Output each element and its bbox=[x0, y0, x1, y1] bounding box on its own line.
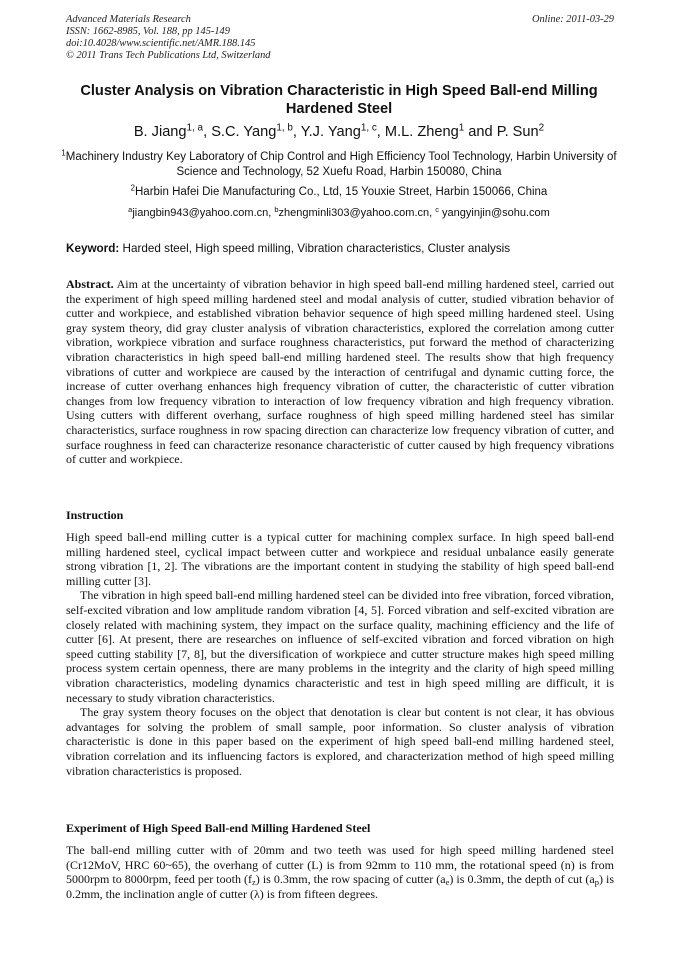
doi-line: doi:10.4028/www.scientific.net/AMR.188.145 bbox=[66, 38, 256, 49]
text-run: ) is 0.2mm, the inclination angle of cutter (λ) is from fifteen degrees. bbox=[66, 872, 615, 901]
keywords bbox=[66, 241, 622, 256]
journal-name: Advanced Materials Research bbox=[66, 14, 191, 25]
section-body bbox=[66, 843, 614, 901]
paragraph: The gray system theory focuses on the object that denotation is clear but content is not clear, it has obvious advantages for solving the problem of small sample, poor information. So cluster analysis of vibration characteristic is done in this paper based on the experiment of high speed ball-end milling hardened steel, vibration correlation and its influencing factors is explored, and characterization method of high speed milling vibration characteristics is proposed. bbox=[66, 705, 614, 778]
author-separator: and bbox=[464, 124, 497, 140]
keywords-text: Harded steel, High speed milling, Vibration characteristics, Cluster analysis bbox=[122, 242, 511, 255]
affiliation-1 bbox=[40, 150, 638, 180]
section-heading: Experiment of High Speed Ball-end Milling Hardened Steel bbox=[66, 821, 371, 835]
paragraph: The vibration in high speed ball-end milling hardened steel can be divided into free vibration, forced vibration, self-excited vibration and low amplitude random vibration [4, 5]. Forced vibration and self-excited vibration are closely related with machining system, they impact on the surface quality, machining efficiency and the life of cutter [6]. At present, there are researches on influence of self-excited vibration and forced vibration on high speed cutting stability [7, 8], but the diversification of workpiece and cutter structure makes high speed milling process system certain openness, there are many problems in the integrity and the clarity of high speed milling vibration characteristics, modeling dynamics characteristic and test in high speed milling are difficult, it is necessary to study vibration characteristics. bbox=[66, 588, 614, 705]
author-affiliation-mark: 1 bbox=[458, 122, 465, 134]
author-separator: , bbox=[292, 124, 301, 140]
copyright-line: © 2011 Trans Tech Publications Ltd, Switzerland bbox=[66, 50, 271, 61]
email-link[interactable]: jiangbin943@yahoo.com.cn bbox=[132, 207, 269, 219]
abstract-label: Abstract. bbox=[66, 277, 114, 291]
email-mark: a bbox=[128, 204, 133, 214]
author-name: P. Sun bbox=[496, 124, 539, 140]
subscript: z bbox=[252, 878, 256, 888]
journal-header bbox=[66, 14, 270, 62]
issn-line: ISSN: 1662-8985, Vol. 188, pp 145-149 bbox=[66, 26, 230, 37]
email-link[interactable]: zhengminli303@yahoo.com.cn bbox=[278, 207, 430, 219]
paper-title: Cluster Analysis on Vibration Characteristic in High Speed Ball-end Milling Hardened Steel bbox=[80, 83, 598, 117]
affiliation-mark: 1 bbox=[61, 148, 66, 158]
author-name: Y.J. Yang bbox=[300, 124, 361, 140]
paragraph bbox=[66, 843, 614, 901]
affiliation-text: Harbin Hafei Die Manufacturing Co., Ltd, 15 Youxie Street, Harbin 150066, China bbox=[135, 186, 548, 198]
text-run: ) is 0.3mm, the depth of cut (a bbox=[449, 872, 595, 887]
author-name: M.L. Zheng bbox=[384, 124, 459, 140]
author-affiliation-mark: 1, a bbox=[186, 122, 204, 134]
author-emails: $^a$jiangbin943@yahoo.com.cn, $^b$zhengminli303@yahoo.com.cn, $^c$ yangyinjin@sohu.com bbox=[128, 204, 550, 219]
email-mark: b bbox=[274, 204, 279, 214]
author-name: B. Jiang bbox=[133, 124, 187, 140]
author-separator: , bbox=[203, 124, 212, 140]
subscript: p bbox=[594, 878, 599, 888]
author-separator: , bbox=[376, 124, 385, 140]
abstract-text: Aim at the uncertainty of vibration behavior in high speed ball-end milling hardened steel, carried out the experiment of high speed milling hardened steel and modal analysis of cutter, studied vibration behavior of cutter and workpiece, and established vibration behavior sequence of high speed milling hardened steel. Using gray system theory, did gray cluster analysis of vibration characteristics, explored the correlation among cutter vibration, workpiece vibration and surface roughness characteristics, put forward the method of characterizing vibration characteristics in high speed ball-end milling hardened steel. The results show that high frequency vibrations of cutter and workpiece are caused by the interaction of centrifugal and dynamic cutting force, the increase of cutter overhang enhances high frequency vibration of cutter, the characteristic of cutter vibration changes from low frequency vibration to interaction of low frequency vibration and high frequency vibration. Using cutters with different overhang, surface roughness of high speed milling hardened steel has similar characteristics, surface roughness in row spacing direction can characterize low frequency vibration of cutter, and surface roughness in feed can characterize resonance characteristic of cutter caused by high frequency vibrations of cutter and workpiece. bbox=[66, 277, 614, 467]
email-mark: c bbox=[435, 204, 439, 214]
author-affiliation-mark: 1, b bbox=[276, 122, 293, 134]
text-run: The ball-end milling cutter with of 20mm and two teeth was used for high speed milling hardened steel (Cr12MoV, HRC 60~65), the overhang of cutter (L) is from 92mm to 110 mm, the rotational speed (n) is from 5000rpm to 8000rpm, feed per tooth (f bbox=[66, 843, 614, 887]
author-name: S.C. Yang bbox=[211, 124, 277, 140]
affiliation-mark: 2 bbox=[130, 183, 135, 193]
author-list bbox=[40, 123, 638, 141]
author-affiliation-mark: 2 bbox=[538, 122, 545, 134]
abstract bbox=[66, 277, 614, 467]
affiliation-text: Machinery Industry Key Laboratory of Chip Control and High Efficiency Tool Technology, Harbin University of Science and Technology, 52 Xuefu Road, Harbin 150080, China bbox=[65, 151, 617, 178]
section-heading: Instruction bbox=[66, 508, 124, 522]
keywords-label: Keyword: bbox=[66, 242, 120, 255]
email-link[interactable]: yangyinjin@sohu.com bbox=[442, 207, 550, 219]
author-affiliation-mark: 1, c bbox=[360, 122, 377, 134]
section-body bbox=[66, 530, 614, 778]
affiliation-2 bbox=[40, 185, 638, 200]
online-date: Online: 2011-03-29 bbox=[531, 14, 614, 25]
paragraph: High speed ball-end milling cutter is a typical cutter for machining complex surface. In high speed ball-end milling hardened steel, cyclical impact between cutter and workpiece and residual unbalance easily generate strong vibration [1, 2]. The vibrations are the important content in studying the stability of high speed ball-end milling cutter [3]. bbox=[66, 530, 614, 588]
text-run: ) is 0.3mm, the row spacing of cutter (a bbox=[255, 872, 446, 887]
subscript: e bbox=[445, 878, 450, 888]
